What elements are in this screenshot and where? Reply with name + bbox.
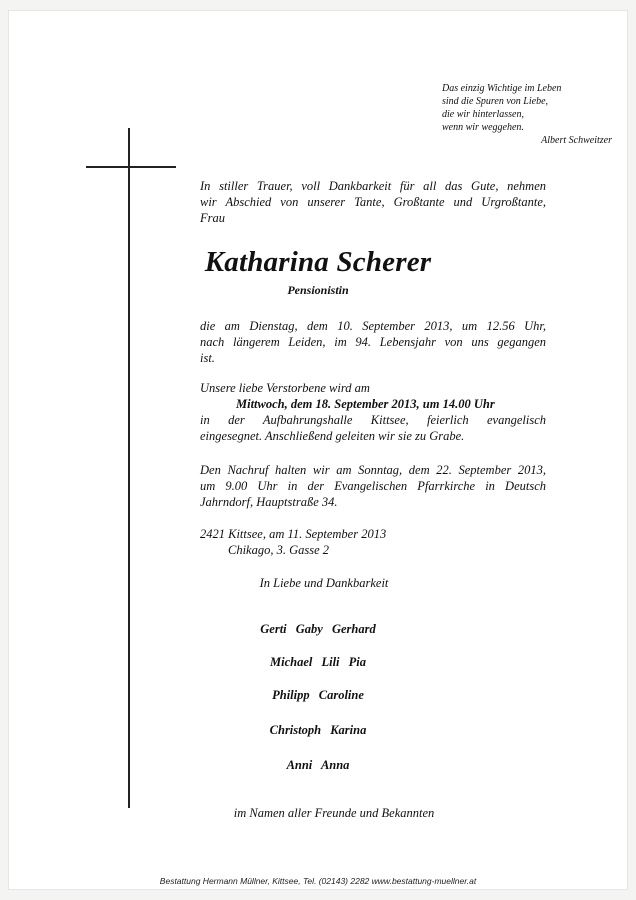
deceased-profession: Pensionistin	[287, 283, 349, 297]
mourner-row: Philipp Caroline	[272, 688, 364, 702]
eulogy-line: Jahrndorf, Hauptstraße 34.	[200, 495, 338, 509]
mourner-row: Christoph Karina	[269, 723, 367, 737]
place-date	[200, 526, 546, 558]
funeral-line: eingesegnet. Anschließend geleiten wir sie zu Grabe.	[200, 429, 465, 443]
cross-horizontal-bar	[86, 166, 176, 168]
quote-line: Das einzig Wichtige im Leben	[442, 83, 562, 94]
quote-line: wenn wir weggehen.	[442, 122, 524, 133]
mourner-row: Michael Lili Pia	[269, 655, 367, 669]
deceased-name: Katharina Scherer	[204, 246, 432, 278]
mourner-row: Anni Anna	[286, 758, 350, 772]
eulogy-line: Den Nachruf halten wir am Sonntag, dem 22. September 2013,	[200, 463, 546, 477]
death-notice-text	[200, 318, 546, 366]
death-notice-line: die am Dienstag, dem 10. September 2013, um 12.56 Uhr,	[200, 319, 546, 333]
closing-text: In Liebe und Dankbarkeit	[259, 576, 389, 590]
intro-text	[200, 178, 546, 226]
intro-line: Frau	[200, 211, 225, 225]
funeral-date: Mittwoch, dem 18. September 2013, um 14.00 Uhr	[236, 397, 495, 411]
cross-vertical-bar	[128, 128, 130, 808]
quote-author: Albert Schweitzer	[541, 135, 612, 146]
funeral-line: in der Aufbahrungshalle Kittsee, feierlich evangelisch	[200, 413, 546, 427]
intro-line: wir Abschied von unserer Tante, Großtante und Urgroßtante,	[200, 195, 546, 209]
footer-text: Bestattung Hermann Müllner, Kittsee, Tel. (02143) 2282 www.bestattung-muellner.at	[159, 876, 477, 886]
funeral-intro: Unsere liebe Verstorbene wird am	[200, 381, 370, 395]
quote-block	[442, 82, 612, 147]
funeral-text	[200, 380, 546, 444]
mourner-row: Gerti Gaby Gerhard	[260, 622, 376, 636]
address-line: Chikago, 3. Gasse 2	[228, 543, 330, 557]
quote-line: die wir hinterlassen,	[442, 109, 524, 120]
eulogy-line: um 9.00 Uhr in der Evangelischen Pfarrkirche in Deutsch	[200, 479, 546, 493]
death-notice-line: nach längerem Leiden, im 94. Lebensjahr von uns gegangen	[200, 335, 546, 349]
final-line: im Namen aller Freunde und Bekannten	[233, 806, 435, 820]
quote-line: sind die Spuren von Liebe,	[442, 96, 549, 107]
death-notice-line: ist.	[200, 351, 215, 365]
intro-line: In stiller Trauer, voll Dankbarkeit für all das Gute, nehmen	[200, 179, 546, 193]
place-date-line: 2421 Kittsee, am 11. September 2013	[200, 527, 387, 541]
eulogy-text	[200, 462, 546, 510]
